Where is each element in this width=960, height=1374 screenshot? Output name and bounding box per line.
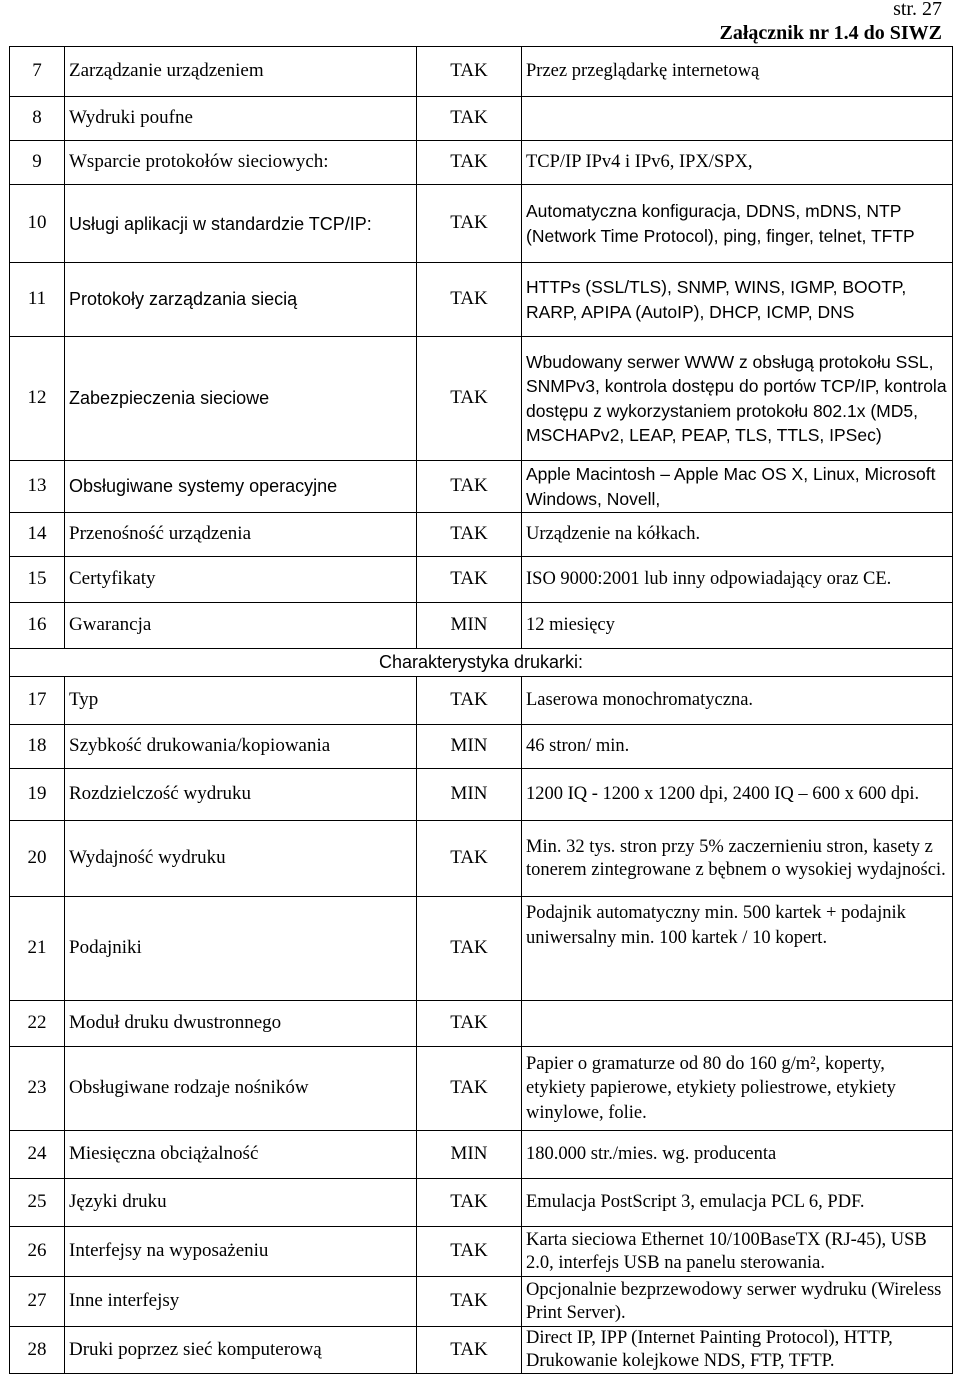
row-number: 8 [10, 97, 65, 141]
parameter-name: Wsparcie protokołów sieciowych: [65, 141, 417, 185]
table-row [10, 1227, 953, 1277]
table-row [10, 97, 953, 141]
parameter-name: Wydruki poufne [65, 97, 417, 141]
parameter-name: Certyfikaty [65, 557, 417, 603]
parameter-description: Emulacja PostScript 3, emulacja PCL 6, PDF. [522, 1179, 953, 1227]
requirement-flag: TAK [417, 1179, 522, 1227]
row-number: 7 [10, 47, 65, 97]
specification-table [9, 46, 953, 1374]
parameter-name: Usługi aplikacji w standardzie TCP/IP: [65, 185, 417, 263]
row-number: 27 [10, 1277, 65, 1327]
parameter-name: Zarządzanie urządzeniem [65, 47, 417, 97]
row-number: 21 [10, 897, 65, 1001]
parameter-description [522, 1001, 953, 1047]
table-row [10, 897, 953, 1001]
requirement-flag: TAK [417, 337, 522, 461]
table-row [10, 677, 953, 725]
parameter-name: Interfejsy na wyposażeniu [65, 1227, 417, 1277]
table-row [10, 513, 953, 557]
parameter-description: Papier o gramaturze od 80 do 160 g/m², koperty, etykiety papierowe, etykiety poliestrowe, etykiety winylowe, folie. [522, 1047, 953, 1131]
requirement-flag: TAK [417, 263, 522, 337]
table-row [10, 461, 953, 513]
parameter-name: Języki druku [65, 1179, 417, 1227]
row-number: 22 [10, 1001, 65, 1047]
row-number: 15 [10, 557, 65, 603]
requirement-flag: TAK [417, 97, 522, 141]
table-row [10, 603, 953, 649]
parameter-name: Obsługiwane rodzaje nośników [65, 1047, 417, 1131]
parameter-description: Urządzenie na kółkach. [522, 513, 953, 557]
parameter-description: 46 stron/ min. [522, 725, 953, 769]
requirement-flag: TAK [417, 557, 522, 603]
parameter-description: Wbudowany serwer WWW z obsługą protokołu SSL, SNMPv3, kontrola dostępu do portów TCP/IP, kontrola dostępu z wykorzystaniem protokołu 802.1x (MD5, MSCHAPv2, LEAP, PEAP, TLS, TTLS, IPSec) [522, 337, 953, 461]
requirement-flag: TAK [417, 1327, 522, 1374]
table-row [10, 769, 953, 821]
row-number: 28 [10, 1327, 65, 1374]
row-number: 26 [10, 1227, 65, 1277]
table-row [10, 337, 953, 461]
parameter-name: Szybkość drukowania/kopiowania [65, 725, 417, 769]
parameter-description: Automatyczna konfiguracja, DDNS, mDNS, NTP (Network Time Protocol), ping, finger, telnet, TFTP [522, 185, 953, 263]
requirement-flag: TAK [417, 821, 522, 897]
row-number: 9 [10, 141, 65, 185]
parameter-name: Inne interfejsy [65, 1277, 417, 1327]
table-row [10, 725, 953, 769]
requirement-flag: TAK [417, 1277, 522, 1327]
row-number: 18 [10, 725, 65, 769]
requirement-flag: MIN [417, 769, 522, 821]
row-number: 20 [10, 821, 65, 897]
requirement-flag: MIN [417, 1131, 522, 1179]
annex-label: Załącznik nr 1.4 do SIWZ [719, 22, 942, 44]
requirement-flag: TAK [417, 1227, 522, 1277]
section-heading-row [10, 649, 953, 677]
parameter-name: Przenośność urządzenia [65, 513, 417, 557]
requirement-flag: TAK [417, 1047, 522, 1131]
parameter-name: Typ [65, 677, 417, 725]
parameter-description: 12 miesięcy [522, 603, 953, 649]
parameter-name: Wydajność wydruku [65, 821, 417, 897]
row-number: 24 [10, 1131, 65, 1179]
parameter-name: Moduł druku dwustronnego [65, 1001, 417, 1047]
parameter-description: Opcjonalnie bezprzewodowy serwer wydruku (Wireless Print Server). [522, 1277, 953, 1327]
parameter-name: Rozdzielczość wydruku [65, 769, 417, 821]
parameter-description: Przez przeglądarkę internetową [522, 47, 953, 97]
requirement-flag: TAK [417, 461, 522, 513]
parameter-name: Obsługiwane systemy operacyjne [65, 461, 417, 513]
table-row [10, 263, 953, 337]
table-row [10, 1277, 953, 1327]
parameter-description: HTTPs (SSL/TLS), SNMP, WINS, IGMP, BOOTP, RARP, APIPA (AutoIP), DHCP, ICMP, DNS [522, 263, 953, 337]
requirement-flag: TAK [417, 1001, 522, 1047]
table-row [10, 47, 953, 97]
table-row [10, 185, 953, 263]
parameter-description: Podajnik automatyczny min. 500 kartek + podajnik uniwersalny min. 100 kartek / 10 kopert. [522, 897, 953, 1001]
table-row [10, 141, 953, 185]
requirement-flag: TAK [417, 47, 522, 97]
parameter-name: Zabezpieczenia sieciowe [65, 337, 417, 461]
parameter-description [522, 97, 953, 141]
parameter-description: Min. 32 tys. stron przy 5% zaczernieniu stron, kasety z tonerem zintegrowane z bębnem o wysokiej wydajności. [522, 821, 953, 897]
parameter-name: Podajniki [65, 897, 417, 1001]
requirement-flag: TAK [417, 513, 522, 557]
parameter-description: Direct IP, IPP (Internet Painting Protocol), HTTP, Drukowanie kolejkowe NDS, FTP, TFTP. [522, 1327, 953, 1374]
table-row [10, 1131, 953, 1179]
table-row [10, 1001, 953, 1047]
row-number: 16 [10, 603, 65, 649]
table-row [10, 1179, 953, 1227]
parameter-description: TCP/IP IPv4 i IPv6, IPX/SPX, [522, 141, 953, 185]
requirement-flag: MIN [417, 725, 522, 769]
table-row [10, 557, 953, 603]
parameter-description: 180.000 str./mies. wg. producenta [522, 1131, 953, 1179]
table-row [10, 821, 953, 897]
row-number: 11 [10, 263, 65, 337]
row-number: 23 [10, 1047, 65, 1131]
requirement-flag: MIN [417, 603, 522, 649]
requirement-flag: TAK [417, 185, 522, 263]
table-row [10, 1047, 953, 1131]
parameter-description: Karta sieciowa Ethernet 10/100BaseTX (RJ-45), USB 2.0, interfejs USB na panelu sterowania. [522, 1227, 953, 1277]
row-number: 17 [10, 677, 65, 725]
parameter-name: Miesięczna obciążalność [65, 1131, 417, 1179]
parameter-description: Apple Macintosh – Apple Mac OS X, Linux, Microsoft Windows, Novell, [522, 461, 953, 513]
requirement-flag: TAK [417, 897, 522, 1001]
parameter-name: Druki poprzez sieć komputerową [65, 1327, 417, 1374]
parameter-name: Gwarancja [65, 603, 417, 649]
requirement-flag: TAK [417, 677, 522, 725]
table-row [10, 1327, 953, 1374]
row-number: 12 [10, 337, 65, 461]
parameter-name: Protokoły zarządzania siecią [65, 263, 417, 337]
requirement-flag: TAK [417, 141, 522, 185]
row-number: 13 [10, 461, 65, 513]
row-number: 25 [10, 1179, 65, 1227]
row-number: 14 [10, 513, 65, 557]
parameter-description: 1200 IQ - 1200 x 1200 dpi, 2400 IQ – 600 x 600 dpi. [522, 769, 953, 821]
page-number: str. 27 [893, 0, 942, 20]
row-number: 19 [10, 769, 65, 821]
parameter-description: Laserowa monochromatyczna. [522, 677, 953, 725]
parameter-description: ISO 9000:2001 lub inny odpowiadający oraz CE. [522, 557, 953, 603]
row-number: 10 [10, 185, 65, 263]
section-heading: Charakterystyka drukarki: [10, 649, 953, 677]
